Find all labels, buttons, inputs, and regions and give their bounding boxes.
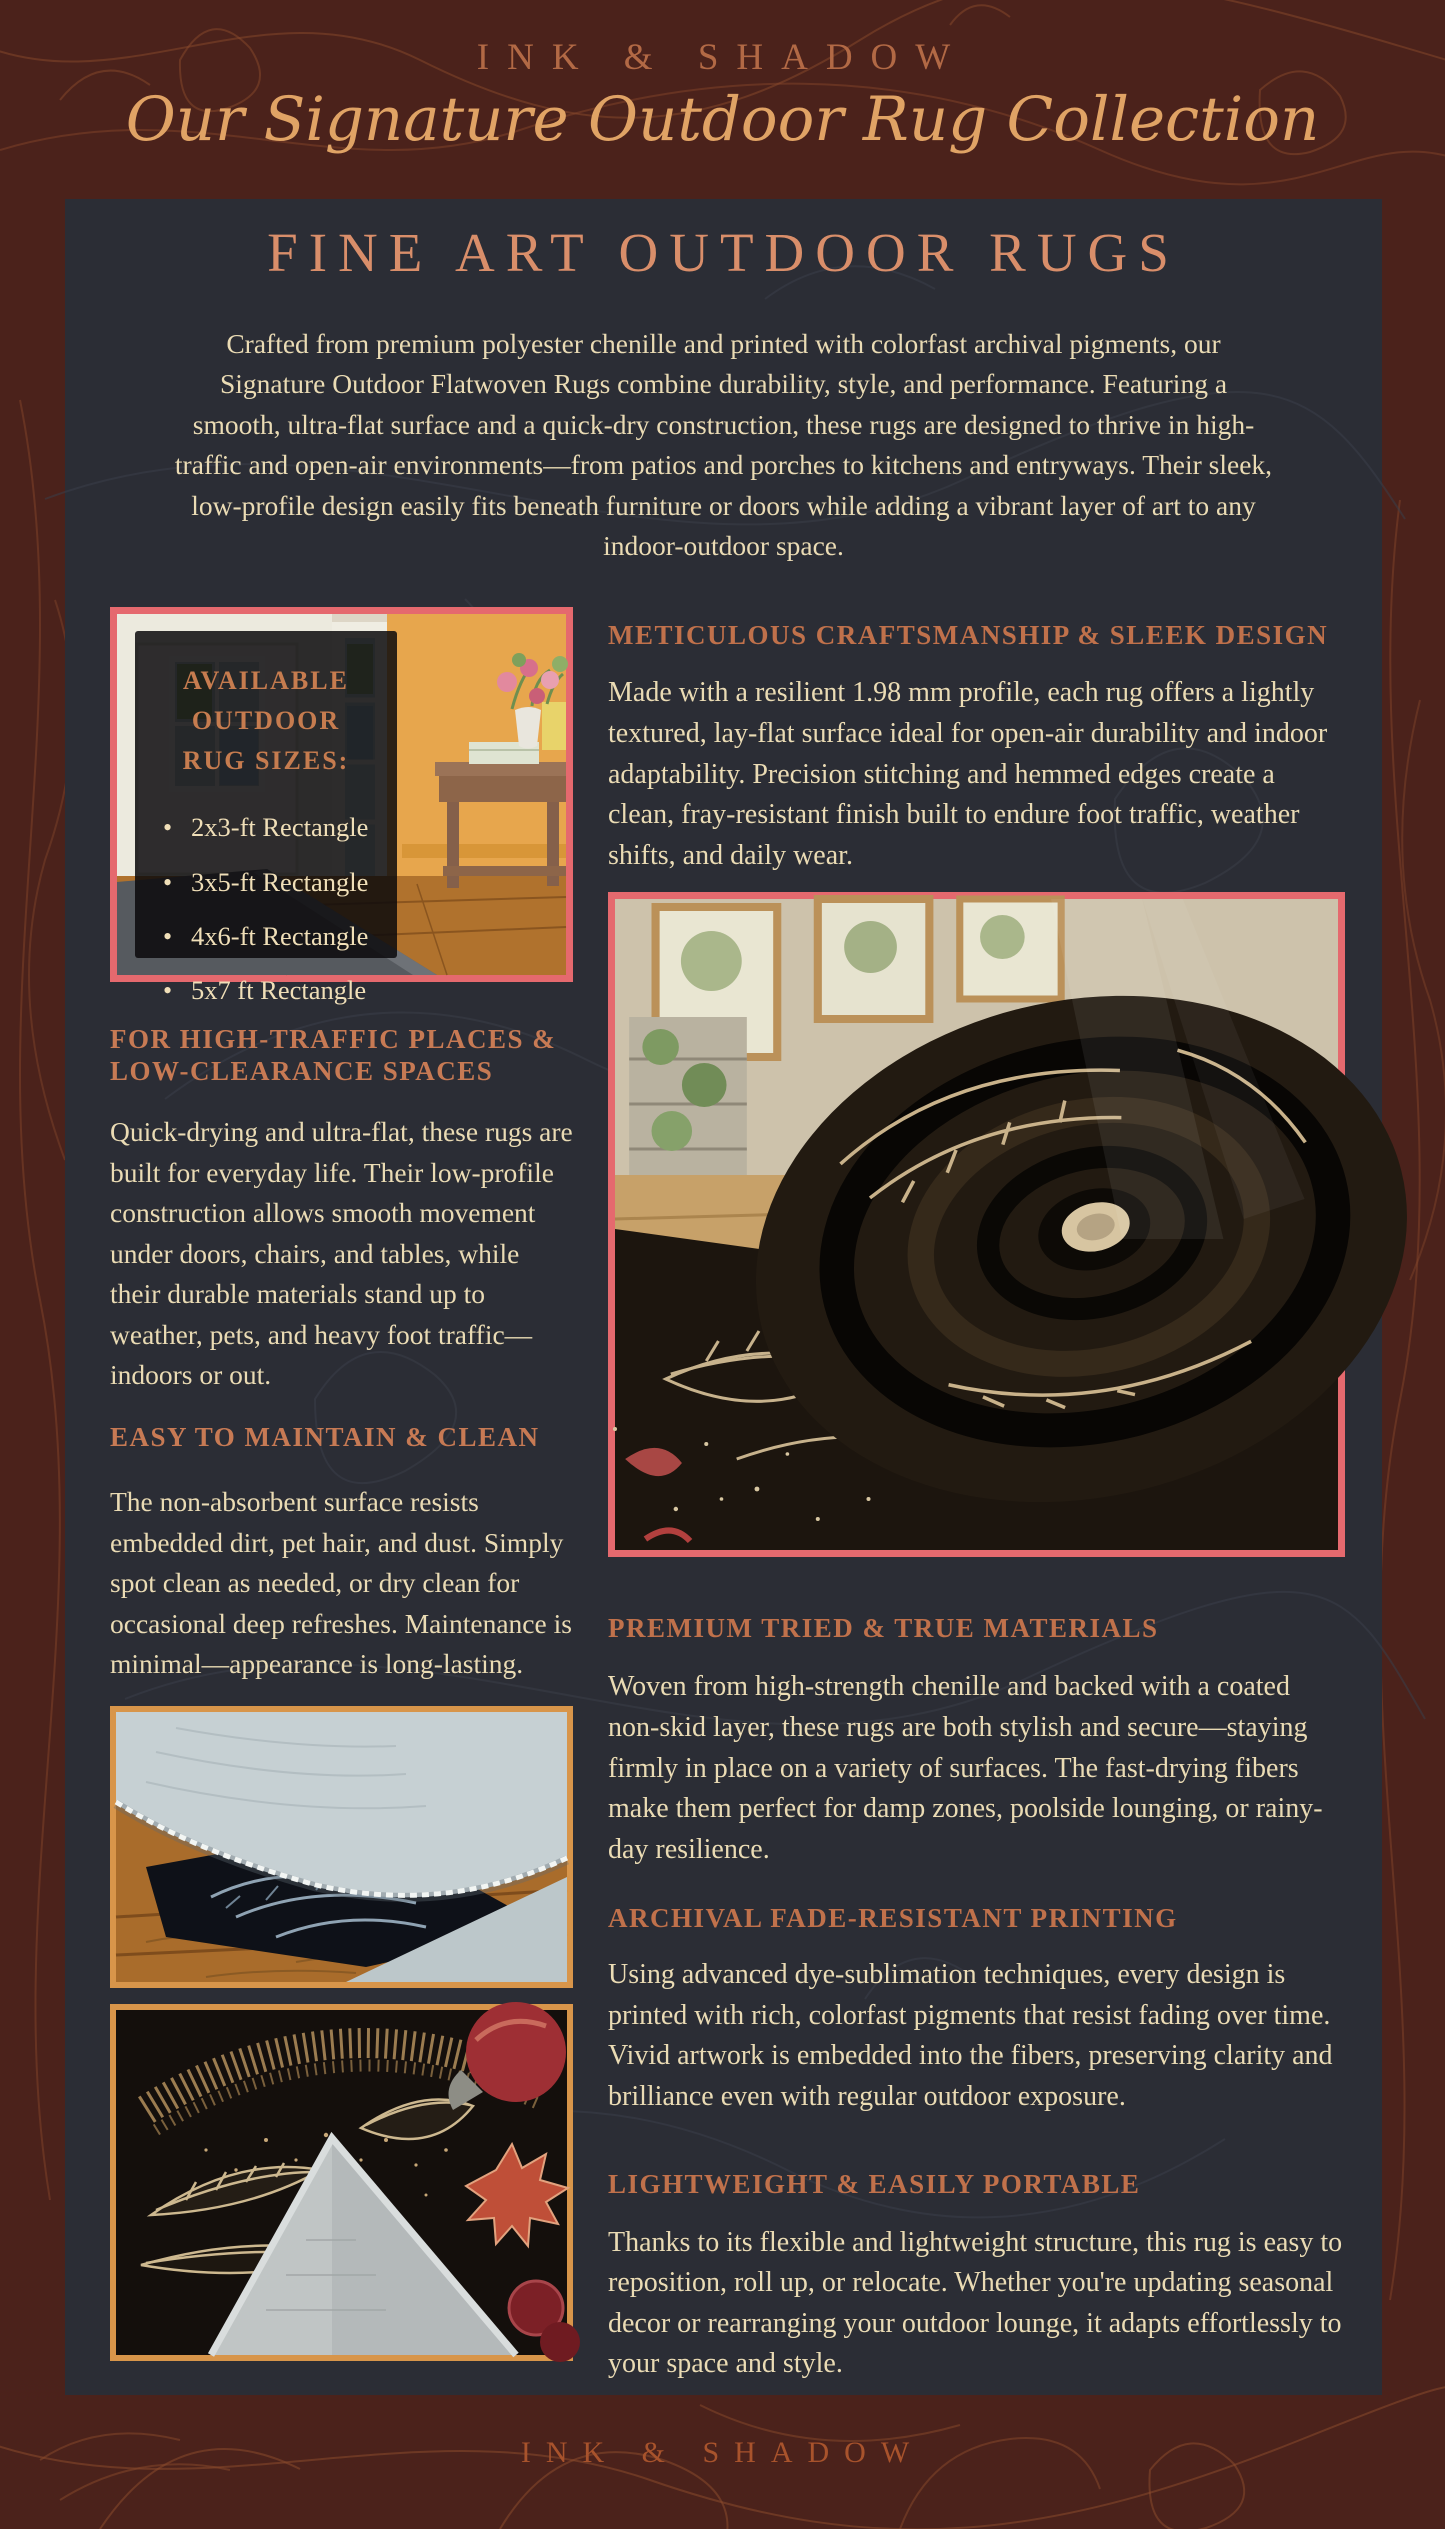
section-heading-maintain: EASY TO MAINTAIN & CLEAN (110, 1422, 540, 1453)
intro-paragraph: Crafted from premium polyester chenille and printed with colorfast archival pigments, our Signature Outdoor Flatwoven Rugs combine durability, style, and performance. Featuring a smooth, ultra-flat surface and a quick-dry construction, these rugs are designed to thrive in high-traffic and open-air environments—from patios and porches to kitchens and entryways. Their sleek, low-profile design easily fits beneath furniture or doors while adding a vibrant layer of art to any indoor-outdoor space. (174, 328, 1273, 562)
section-heading-materials: PREMIUM TRIED & TRUE MATERIALS (608, 1613, 1159, 1644)
section-body-archival: Using advanced dye-sublimation techniques, every design is printed with rich, colorfast pigments that resist fading over time. Vivid artwork is embedded into the fibers, preserving clarity and brilliance even with regular outdoor exposure. (608, 1959, 1333, 2113)
sizes-overlay-panel (135, 631, 397, 1005)
rug-backing-graphic (116, 2010, 567, 2355)
bullet-icon: • (163, 975, 173, 1005)
section-body-craftsmanship: Made with a resilient 1.98 mm profile, each rug offers a lightly textured, lay-flat surface ideal for open-air durability and indoor adaptability. Precision stitching and hemmed edges create a clean, fray-resistant finish built to endure foot traffic, weather shifts, and daily wear. (608, 677, 1328, 871)
section-body-maintain: The non-absorbent surface resists embedded dirt, pet hair, and dust. Simply spot clean as needed, or dry clean for occasional deep refreshes. Maintenance is minimal—appearance is long-lasting. (110, 1486, 572, 1679)
folded-rug-corner-photo (110, 1706, 573, 1988)
content-panel (65, 199, 1382, 2395)
entryway-rug-photo (110, 607, 573, 1005)
rolled-rug-photo (608, 892, 1345, 1557)
page-title: FINE ART OUTDOOR RUGS (267, 222, 1180, 283)
list-item: • 5x7 ft Rectangle (163, 974, 381, 1007)
rolled-rug-graphic (615, 899, 1338, 1550)
rug-backing-corner-photo (110, 2004, 573, 2361)
two-column-layout (65, 607, 1382, 2385)
section-body-lightweight: Thanks to its flexible and lightweight structure, this rug is easy to reposition, roll up, or relocate. Whether you're updating seasonal decor or rearranging your outdoor lounge, it adapts effortlessly to your space and style. (608, 2226, 1343, 2380)
brand-logo-footer: INK & SHADOW (520, 2436, 925, 2469)
collection-tagline: Our Signature Outdoor Rug Collection (125, 84, 1320, 155)
left-column (110, 607, 573, 2385)
list-item: • 4x6-ft Rectangle (163, 920, 381, 953)
folded-rug-graphic (116, 1712, 567, 1982)
section-body-materials: Woven from high-strength chenille and backed with a coated non-skid layer, these rugs are both stylish and secure—staying firmly in place on a variety of surfaces. The fast-drying fibers make them perfect for damp zones, poolside lounging, or rainy-day resilience. (608, 1671, 1323, 1865)
bullet-icon: • (163, 867, 173, 897)
section-heading-craftsmanship: METICULOUS CRAFTSMANSHIP & SLEEK DESIGN (608, 619, 1329, 650)
brand-logo-top: INK & SHADOW (476, 37, 969, 78)
section-heading-lightweight: LIGHTWEIGHT & EASILY PORTABLE (608, 2168, 1141, 2199)
list-item: • 3x5-ft Rectangle (163, 866, 381, 899)
bullet-icon: • (163, 921, 173, 951)
section-body-high-traffic: Quick-drying and ultra-flat, these rugs are built for everyday life. Their low-profile construction allows smooth movement under doors, chairs, and tables, while their durable materials stand up to weather, pets, and heavy foot traffic—indoors or out. (110, 1116, 573, 1390)
section-heading-high-traffic: FOR HIGH-TRAFFIC PLACES & LOW-CLEARANCE SPACES (110, 1023, 557, 1087)
list-item: • 2x3-ft Rectangle (163, 811, 381, 844)
bullet-icon: • (163, 813, 173, 843)
section-heading-archival: ARCHIVAL FADE-RESISTANT PRINTING (608, 1903, 1178, 1934)
sizes-list (151, 811, 381, 1007)
right-column (608, 607, 1345, 2385)
sizes-heading: AVAILABLE OUTDOOR RUG SIZES: (182, 665, 350, 776)
